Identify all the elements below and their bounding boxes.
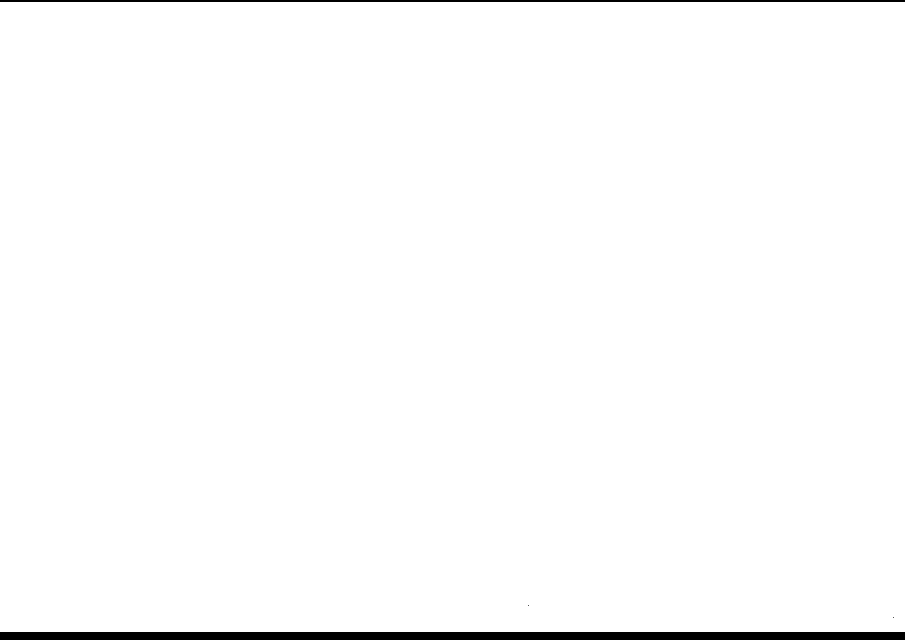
- bottom-border: [0, 632, 905, 640]
- top-border: [0, 0, 905, 2]
- scan-speck: [528, 605, 529, 606]
- scan-speck: [893, 617, 894, 618]
